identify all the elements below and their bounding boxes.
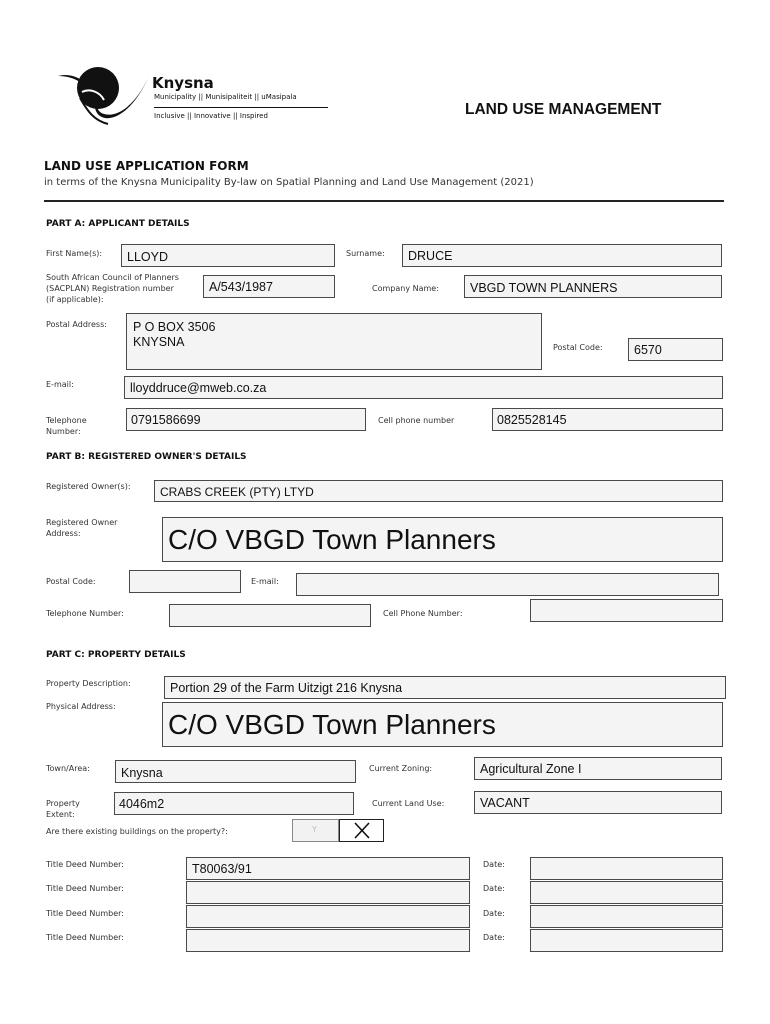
extent-label-2: Extent: [46,810,75,819]
date-field[interactable] [530,929,723,952]
cell-value: 0825528145 [497,413,567,427]
sacplan-value: A/543/1987 [209,280,273,294]
owner-email-label: E-mail: [251,577,279,586]
existing-buildings-no-box[interactable] [339,819,384,842]
first-name-value: LLOYD [127,250,168,264]
header-title: LAND USE MANAGEMENT [465,101,662,118]
logo-tagline-2: Inclusive || Innovative || Inspired [154,112,268,120]
part-c-heading: PART C: PROPERTY DETAILS [46,650,186,660]
owner-label: Registered Owner(s): [46,482,131,491]
title-deed-field[interactable] [186,929,470,952]
logo-tagline-1: Municipality || Munisipaliteit || uMasipala [154,93,297,101]
date-field[interactable] [530,881,723,904]
email-label: E-mail: [46,380,74,389]
surname-value: DRUCE [408,249,453,263]
extent-value: 4046m2 [119,797,165,811]
telephone-value: 0791586699 [131,413,201,427]
title-deed-label: Title Deed Number: [46,933,125,942]
form-title: LAND USE APPLICATION FORM [44,159,249,173]
telephone-label-1: Telephone [46,416,87,425]
property-description-value: Portion 29 of the Farm Uitzigt 216 Knysna [170,681,403,695]
existing-buildings-yes-label: Y [312,825,317,834]
physical-address-label: Physical Address: [46,702,116,711]
surname-label: Surname: [346,249,385,258]
header-rule [44,200,724,202]
property-description-label: Property Description: [46,679,131,688]
zoning-label: Current Zoning: [369,764,433,773]
part-a-heading: PART A: APPLICANT DETAILS [46,219,190,229]
date-label: Date: [483,884,505,893]
owner-cell-label: Cell Phone Number: [383,609,463,618]
owner-email-field[interactable] [296,573,719,596]
owner-value: CRABS CREEK (PTY) LTYD [160,485,314,499]
date-label: Date: [483,933,505,942]
land-use-label: Current Land Use: [372,799,445,808]
date-label: Date: [483,860,505,869]
existing-buildings-label: Are there existing buildings on the property?: [46,827,228,836]
owner-postal-code-field[interactable] [129,570,241,593]
title-deed-label: Title Deed Number: [46,909,125,918]
knysna-logo-mark [52,58,152,128]
zoning-value: Agricultural Zone I [480,762,582,776]
sacplan-label-2: (SACPLAN) Registration number [46,284,174,293]
owner-address-label-1: Registered Owner [46,518,118,527]
owner-postal-code-label: Postal Code: [46,577,96,586]
logo-divider [154,107,328,108]
postal-code-label: Postal Code: [553,343,603,352]
owner-address-value: C/O VBGD Town Planners [168,524,496,555]
telephone-label-2: Number: [46,427,81,436]
postal-address-label: Postal Address: [46,320,107,329]
owner-address-label-2: Address: [46,529,81,538]
postal-address-line-1: P O BOX 3506 [133,320,216,334]
part-b-heading: PART B: REGISTERED OWNER'S DETAILS [46,452,247,462]
title-deed-label: Title Deed Number: [46,884,125,893]
first-name-label: First Name(s): [46,249,103,258]
owner-telephone-label: Telephone Number: [46,609,124,618]
owner-telephone-field[interactable] [169,604,371,627]
postal-code-value: 6570 [634,343,662,357]
form-subtitle: in terms of the Knysna Municipality By-law on Spatial Planning and Land Use Management (2021) [44,177,534,188]
owner-cell-field[interactable] [530,599,723,622]
land-use-value: VACANT [480,796,530,810]
extent-label-1: Property [46,799,80,808]
logo-name: Knysna [152,74,214,92]
date-field[interactable] [530,857,723,880]
title-deed-label: Title Deed Number: [46,860,125,869]
sacplan-label-3: (if applicable): [46,295,104,304]
cell-label: Cell phone number [378,416,455,425]
postal-address-line-2: KNYSNA [133,335,185,349]
title-deed-field[interactable] [186,881,470,904]
knysna-logo [52,58,342,133]
cross-mark-icon [339,819,384,842]
title-deed-field[interactable] [186,905,470,928]
town-value: Knysna [121,766,163,780]
physical-address-value: C/O VBGD Town Planners [168,709,496,740]
date-label: Date: [483,909,505,918]
email-value: lloyddruce@mweb.co.za [130,381,267,395]
sacplan-label-1: South African Council of Planners [46,273,179,282]
title-deed-value: T80063/91 [192,862,252,876]
company-label: Company Name: [372,284,439,293]
town-label: Town/Area: [46,764,90,773]
date-field[interactable] [530,905,723,928]
company-value: VBGD TOWN PLANNERS [470,281,618,295]
